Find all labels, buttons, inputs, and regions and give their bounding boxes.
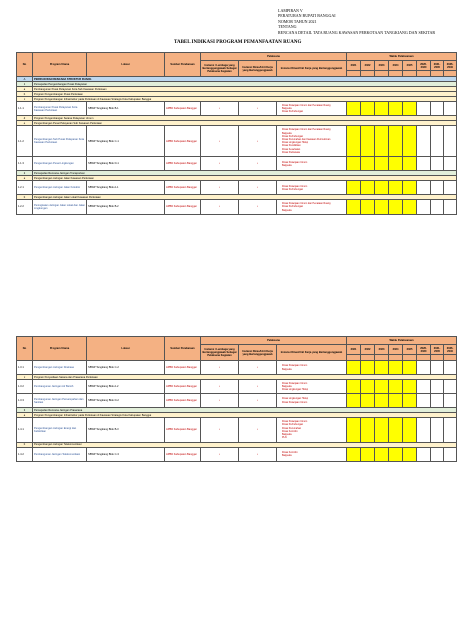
dinas-cell	[239, 157, 277, 171]
pelaksana-item: • Dinas Perhubungan	[282, 423, 345, 426]
pelaksana-item: • Bappeda	[282, 132, 345, 135]
year-cell	[375, 447, 389, 461]
pelaksana-item: • Dinas Pekerjaan Umum dan Penataan Ruang	[282, 202, 345, 205]
pelaksana-item: • Dinas Pekerjaan Umum	[282, 382, 345, 385]
instansi-cell	[201, 126, 239, 157]
instansi-cell	[201, 157, 239, 171]
bullet-mark: •	[257, 385, 258, 389]
sumber-cell: APBD Kabupaten Banggai	[165, 418, 201, 442]
table-body-page-1	[17, 77, 457, 215]
header-year: 2021	[347, 345, 361, 355]
pelaksana-item: • Dinas Pekerjaan Umum dan Penataan Ruang	[282, 104, 345, 107]
lokasi-cell: SBWP Tangkiang Blok C-3	[87, 447, 165, 461]
bullet-mark: •	[219, 162, 220, 166]
header-dinas: Instansi Dinas/Unit Kerja yang Bertanggungjawab	[239, 345, 277, 361]
pelaksana-list-cell	[277, 200, 347, 214]
sumber-cell: APBD Kabupaten Banggai	[165, 380, 201, 394]
bullet-mark: •	[257, 452, 258, 456]
instansi-cell	[201, 102, 239, 116]
section-title: Pengembangan Jaringan Telekomunikasi	[33, 442, 457, 447]
program-cell: Pembangunan Jaringan Persampahan dan Sanitasi	[33, 394, 87, 408]
pelaksana-item: • Dinas Lingkungan Hidup	[282, 141, 345, 144]
sumber-cell: APBD Kabupaten Banggai	[165, 200, 201, 214]
program-cell: Pembangunan Jaringan Air Bersih	[33, 380, 87, 394]
row-number: a	[17, 413, 33, 418]
pelaksana-item: • Dinas Pekerjaan Umum dan Penataan Ruang	[282, 128, 345, 131]
year-cell	[444, 394, 457, 408]
year-cell	[375, 200, 389, 214]
year-cell	[444, 200, 457, 214]
bullet-mark: •	[257, 428, 258, 432]
bullet-mark: •	[257, 205, 258, 209]
year-cell	[347, 181, 361, 195]
year-cell	[389, 200, 403, 214]
instansi-cell	[201, 181, 239, 195]
row-number: 2	[17, 171, 33, 176]
table-row	[17, 361, 457, 375]
program-cell: Pengembangan Sub Pusat Pelayanan Kota Kawasan Perkotaan	[33, 126, 87, 157]
row-number: 1.1.3	[17, 157, 33, 171]
bullet-mark: •	[219, 399, 220, 403]
pelaksana-item: • Dinas Kominfo	[282, 451, 345, 454]
year-cell	[431, 447, 444, 461]
year-cell	[431, 157, 444, 171]
program-cell: Pengembangan Jaringan Energi dan Kelistrikan	[33, 418, 87, 442]
year-cell	[417, 200, 431, 214]
table-row	[17, 447, 457, 461]
instansi-cell	[201, 380, 239, 394]
row-number: e	[17, 121, 33, 126]
header-dinas-2: Instansi Dinas/Unit Kerja yang Bertanggungjawab	[277, 345, 347, 361]
year-cell	[361, 361, 375, 375]
year-cell	[347, 102, 361, 116]
year-cell	[431, 361, 444, 375]
year-cell	[444, 126, 457, 157]
year-cell	[361, 200, 375, 214]
section-title: Pembangunan Pusat Pelayanan Kota Sub Kawasan Perkotaan	[33, 87, 457, 92]
sumber-cell: APBD Kabupaten Banggai	[165, 394, 201, 408]
header-instansi: Instansi / Lembaga yang Bertanggungjawab Sebagai Pelaksana Kegiatan	[201, 61, 239, 77]
pelaksana-item: • Dinas Pekerjaan Umum	[282, 364, 345, 367]
year-cell	[403, 447, 417, 461]
bullet-mark: •	[219, 385, 220, 389]
table-body-page-2	[17, 361, 457, 462]
year-cell	[431, 380, 444, 394]
pelaksana-item: • Dinas Pekerjaan Umum	[282, 401, 345, 404]
lampiran-line: NOMOR TAHUN 2021	[278, 18, 317, 24]
year-cell	[375, 361, 389, 375]
row-number: 1.3.3	[17, 394, 33, 408]
pelaksana-item: • Dinas Perhubungan	[282, 110, 345, 113]
row-number: c	[17, 375, 33, 380]
lokasi-cell: SBWP Tangkiang Blok D-1	[87, 157, 165, 171]
header-program: Program Utama	[33, 337, 87, 361]
row-number: 1	[17, 82, 33, 87]
header-year: 2031-2035	[431, 61, 444, 71]
row-number: d	[17, 116, 33, 121]
program-table-page-1	[16, 52, 457, 215]
year-cell	[347, 126, 361, 157]
year-cell	[417, 394, 431, 408]
header-year: 2023	[375, 61, 389, 71]
pelaksana-item: • Dinas Lingkungan Hidup	[282, 397, 345, 400]
sumber-cell: APBD Kabupaten Banggai	[165, 102, 201, 116]
table-row	[17, 181, 457, 195]
year-cell	[389, 394, 403, 408]
header-waktu: Waktu Pelaksanaan	[347, 53, 457, 61]
pelaksana-list	[278, 382, 345, 392]
header-sumber: Sumber Pendanaan	[165, 53, 201, 77]
year-cell	[403, 418, 417, 442]
year-cell	[375, 394, 389, 408]
pelaksana-list-cell	[277, 380, 347, 394]
pelaksana-item: • Dinas Pekerjaan Umum	[282, 420, 345, 423]
year-cell	[389, 181, 403, 195]
header-pelaksana: Pelaksana	[201, 337, 347, 345]
year-cell	[347, 394, 361, 408]
row-number: 1.4.2	[17, 447, 33, 461]
pelaksana-list-cell	[277, 181, 347, 195]
year-cell	[389, 380, 403, 394]
year-cell	[389, 361, 403, 375]
year-cell	[444, 181, 457, 195]
pelaksana-item: • Dinas Perumahan dan Kawasan Permukiman	[282, 138, 345, 141]
section-title: Pengembangan Pusat Pelayanan Sub Kawasan Perkotaan	[33, 121, 457, 126]
program-cell: Pengembangan Jaringan Drainase	[33, 361, 87, 375]
program-cell: Pembangunan Jaringan Telekomunikasi	[33, 447, 87, 461]
pelaksana-item: • Bappeda	[282, 209, 345, 212]
bullet-mark: •	[219, 107, 220, 111]
year-cell	[417, 361, 431, 375]
year-cell	[361, 126, 375, 157]
dinas-cell	[239, 380, 277, 394]
header-year: 2026-2030	[417, 61, 431, 71]
header-year: 2022	[361, 61, 375, 71]
year-cell	[403, 126, 417, 157]
bullet-mark: •	[257, 107, 258, 111]
section-title: Pengembangan Jaringan Jalan Lokal Kawasan Perkotaan	[33, 195, 457, 200]
pelaksana-list-cell	[277, 447, 347, 461]
section-title: Program Pengembangan Sarana Pelayanan Umum	[33, 116, 457, 121]
year-cell	[417, 380, 431, 394]
pelaksana-list	[278, 161, 345, 167]
year-cell	[403, 200, 417, 214]
bullet-mark: •	[219, 139, 220, 143]
row-number: 1.1.1	[17, 102, 33, 116]
pelaksana-list-cell	[277, 102, 347, 116]
header-year: 2036-2040	[444, 345, 457, 355]
pelaksana-item: • Dinas Pekerjaan Umum	[282, 185, 345, 188]
bullet-mark: •	[219, 205, 220, 209]
program-cell: Peningkatan Jaringan Jalan Lokal dan Jalan Lingkungan	[33, 200, 87, 214]
year-cell	[389, 447, 403, 461]
pelaksana-item: • PLN	[282, 436, 345, 439]
section-title: Program Penyediaan Sarana dan Prasarana Perkotaan	[33, 375, 457, 380]
header-year: 2022	[361, 345, 375, 355]
header-lokasi: Lokasi	[87, 337, 165, 361]
lampiran-line: PERATURAN BUPATI BANGGAI	[278, 13, 336, 19]
pelaksana-item: • Bappeda	[282, 368, 345, 371]
year-cell	[403, 157, 417, 171]
year-cell	[361, 157, 375, 171]
row-number: 1.3.2	[17, 380, 33, 394]
lokasi-cell: SBWP Tangkiang Blok A-1	[87, 181, 165, 195]
row-number: b	[17, 92, 33, 97]
header-year: 2026-2030	[417, 345, 431, 355]
row-number: b	[17, 195, 33, 200]
pelaksana-list-cell	[277, 361, 347, 375]
header-year: 2025	[403, 345, 417, 355]
year-cell	[403, 102, 417, 116]
lokasi-cell: SBWP Tangkiang Blok C-1	[87, 126, 165, 157]
sumber-cell: APBD Kabupaten Banggai	[165, 447, 201, 461]
header-lokasi: Lokasi	[87, 53, 165, 77]
dinas-cell	[239, 394, 277, 408]
program-cell: Pengembangan Jaringan Jalan Kolektor	[33, 181, 87, 195]
year-cell	[389, 126, 403, 157]
table-row	[17, 418, 457, 442]
header-dinas-2: Instansi Dinas/Unit Kerja yang Bertanggungjawab	[277, 61, 347, 77]
row-number: 1.1.2	[17, 126, 33, 157]
instansi-cell	[201, 200, 239, 214]
header-instansi: Instansi / Lembaga yang Bertanggungjawab Sebagai Pelaksana Kegiatan	[201, 345, 239, 361]
year-cell	[347, 380, 361, 394]
sumber-cell: APBD Kabupaten Banggai	[165, 361, 201, 375]
pelaksana-list	[278, 364, 345, 370]
program-cell: Pengembangan Pusat Lingkungan	[33, 157, 87, 171]
bullet-mark: •	[219, 452, 220, 456]
bullet-mark: •	[257, 186, 258, 190]
lokasi-cell: SBWP Tangkiang Blok D-2	[87, 394, 165, 408]
year-cell	[431, 126, 444, 157]
row-number: 1.4.1	[17, 418, 33, 442]
header-year: 2024	[389, 61, 403, 71]
year-cell	[417, 418, 431, 442]
pelaksana-item: • Bappeda	[282, 433, 345, 436]
dinas-cell	[239, 126, 277, 157]
year-cell	[403, 380, 417, 394]
table-row	[17, 200, 457, 214]
table-title: TABEL INDIKASI PROGRAM PEMANFAATAN RUANG	[174, 40, 302, 45]
instansi-cell	[201, 418, 239, 442]
year-cell	[389, 157, 403, 171]
year-cell	[417, 102, 431, 116]
header-year: 2024	[389, 345, 403, 355]
header-no: No	[17, 53, 33, 77]
table-row	[17, 102, 457, 116]
year-cell	[431, 102, 444, 116]
lampiran-block	[278, 8, 435, 35]
row-number: 1.2.1	[17, 181, 33, 195]
year-cell	[361, 380, 375, 394]
bullet-mark: •	[257, 139, 258, 143]
table-row	[17, 157, 457, 171]
row-number: 1.3.1	[17, 361, 33, 375]
header-pelaksana: Pelaksana	[201, 53, 347, 61]
year-cell	[347, 418, 361, 442]
bullet-mark: •	[257, 366, 258, 369]
year-cell	[444, 380, 457, 394]
lokasi-cell: SBWP Tangkiang Blok B-1	[87, 102, 165, 116]
section-title: Program Pengembangan Pusat Perkotaan	[33, 92, 457, 97]
pelaksana-item: • Dinas Perhubungan	[282, 188, 345, 191]
dinas-cell	[239, 418, 277, 442]
year-cell	[347, 200, 361, 214]
program-table-page-2	[16, 336, 457, 462]
dinas-cell	[239, 361, 277, 375]
pelaksana-item: • Dinas Perhubungan	[282, 205, 345, 208]
pelaksana-item: • Dinas Pekerjaan Umum	[282, 161, 345, 164]
dinas-cell	[239, 200, 277, 214]
lampiran-line: RENCANA DETAIL TATA RUANG KAWASAN PERKOTAAN TANGKIANG DAN SEKITAR	[278, 29, 436, 35]
header-year: 2036-2040	[444, 61, 457, 71]
year-cell	[417, 126, 431, 157]
bullet-mark: •	[219, 366, 220, 369]
sumber-cell: APBD Kabupaten Banggai	[165, 157, 201, 171]
year-cell	[375, 418, 389, 442]
dinas-cell	[239, 181, 277, 195]
year-cell	[444, 102, 457, 116]
lampiran-line: TENTANG	[278, 24, 297, 30]
section-title: PERWUJUDAN RENCANA STRUKTUR RUANG	[33, 77, 457, 82]
year-cell	[375, 102, 389, 116]
header-sumber: Sumber Pendanaan	[165, 337, 201, 361]
row-number: 3	[17, 408, 33, 413]
pelaksana-item: • Dinas Perhubungan	[282, 135, 345, 138]
year-cell	[361, 102, 375, 116]
pelaksana-item: • Bappeda	[282, 454, 345, 457]
year-cell	[417, 157, 431, 171]
pelaksana-list-cell	[277, 418, 347, 442]
table-row	[17, 380, 457, 394]
pelaksana-item: • Dinas Lingkungan Hidup	[282, 388, 345, 391]
pelaksana-list	[278, 185, 345, 191]
pelaksana-list-cell	[277, 157, 347, 171]
row-number: c	[17, 97, 33, 102]
row-number: a	[17, 176, 33, 181]
row-number: 1.2.2	[17, 200, 33, 214]
header-year: 2021	[347, 61, 361, 71]
year-cell	[347, 361, 361, 375]
pelaksana-item: • Bappeda	[282, 164, 345, 167]
pelaksana-list-cell	[277, 126, 347, 157]
year-cell	[444, 361, 457, 375]
lokasi-cell: SBWP Tangkiang Blok B-2	[87, 200, 165, 214]
pelaksana-item: • Dinas Pariwisata	[282, 151, 345, 154]
header-no: No	[17, 337, 33, 361]
year-cell	[361, 181, 375, 195]
header-year: 2023	[375, 345, 389, 355]
bullet-mark: •	[219, 186, 220, 190]
page-gap	[0, 312, 474, 336]
year-cell	[347, 447, 361, 461]
table-row	[17, 394, 457, 408]
pelaksana-list	[278, 128, 345, 154]
section-title: Perwujudan Rencana Jaringan Prasarana	[33, 408, 457, 413]
section-title: Pengembangan Jaringan Jalan Kawasan Perkotaan	[33, 176, 457, 181]
year-cell	[375, 181, 389, 195]
lokasi-cell: SBWP Tangkiang Blok C-2	[87, 361, 165, 375]
year-cell	[389, 102, 403, 116]
section-title: Perwujudan Pengembangan Pusat Pelayanan	[33, 82, 457, 87]
row-number: b	[17, 442, 33, 447]
document-page-1	[16, 0, 456, 312]
year-cell	[403, 181, 417, 195]
pelaksana-item: • Dinas Kesehatan	[282, 148, 345, 151]
row-number: A	[17, 77, 33, 82]
pelaksana-item: • Bappeda	[282, 107, 345, 110]
instansi-cell	[201, 447, 239, 461]
header-year: 2031-2035	[431, 345, 444, 355]
bullet-mark: •	[219, 428, 220, 432]
year-cell	[347, 157, 361, 171]
row-number: a	[17, 87, 33, 92]
year-cell	[417, 181, 431, 195]
section-title: Program Pengembangan Infrastruktur pada Perkotaan di Kawasan Strategis Kota Kabupaten Banggai	[33, 413, 457, 418]
lokasi-cell: SBWP Tangkiang Blok B-3	[87, 418, 165, 442]
instansi-cell	[201, 361, 239, 375]
dinas-cell	[239, 102, 277, 116]
table-row	[17, 126, 457, 157]
pelaksana-item: • Dinas Kominfo	[282, 430, 345, 433]
year-cell	[375, 380, 389, 394]
header-year: 2025	[403, 61, 417, 71]
program-cell: Pembangunan Pusat Pelayanan Kota Kawasan Perkotaan	[33, 102, 87, 116]
year-cell	[403, 394, 417, 408]
pelaksana-list-cell	[277, 394, 347, 408]
sumber-cell: APBD Kabupaten Banggai	[165, 126, 201, 157]
year-cell	[431, 200, 444, 214]
year-cell	[431, 418, 444, 442]
year-cell	[389, 418, 403, 442]
lampiran-line: LAMPIRAN V	[278, 8, 303, 13]
year-cell	[361, 418, 375, 442]
bullet-mark: •	[257, 399, 258, 403]
pelaksana-list	[278, 104, 345, 114]
year-cell	[361, 447, 375, 461]
sumber-cell: APBD Kabupaten Banggai	[165, 181, 201, 195]
header-dinas: Instansi Dinas/Unit Kerja yang Bertanggungjawab	[239, 61, 277, 77]
year-cell	[444, 157, 457, 171]
lokasi-cell: SBWP Tangkiang Blok A-2	[87, 380, 165, 394]
year-cell	[403, 361, 417, 375]
year-cell	[444, 418, 457, 442]
pelaksana-item: • Bappeda	[282, 385, 345, 388]
year-cell	[444, 447, 457, 461]
year-cell	[431, 181, 444, 195]
section-title: Program Pengembangan Infrastruktur pada Perkotaan di Kawasan Strategis Kota Kabupaten Banggai	[33, 97, 457, 102]
header-program: Program Utama	[33, 53, 87, 77]
bullet-mark: •	[257, 162, 258, 166]
year-cell	[417, 447, 431, 461]
year-cell	[361, 394, 375, 408]
pelaksana-list	[278, 420, 345, 439]
dinas-cell	[239, 447, 277, 461]
pelaksana-item: • Dinas Pendidikan	[282, 144, 345, 147]
year-cell	[375, 157, 389, 171]
pelaksana-list	[278, 451, 345, 457]
pelaksana-list	[278, 202, 345, 212]
pelaksana-list	[278, 397, 345, 403]
year-cell	[431, 394, 444, 408]
document-page-2	[16, 336, 456, 632]
section-title: Perwujudan Rencana Jaringan Transportasi	[33, 171, 457, 176]
year-cell	[375, 126, 389, 157]
pelaksana-item: • Dinas Perumahan	[282, 427, 345, 430]
instansi-cell	[201, 394, 239, 408]
header-waktu: Waktu Pelaksanaan	[347, 337, 457, 345]
